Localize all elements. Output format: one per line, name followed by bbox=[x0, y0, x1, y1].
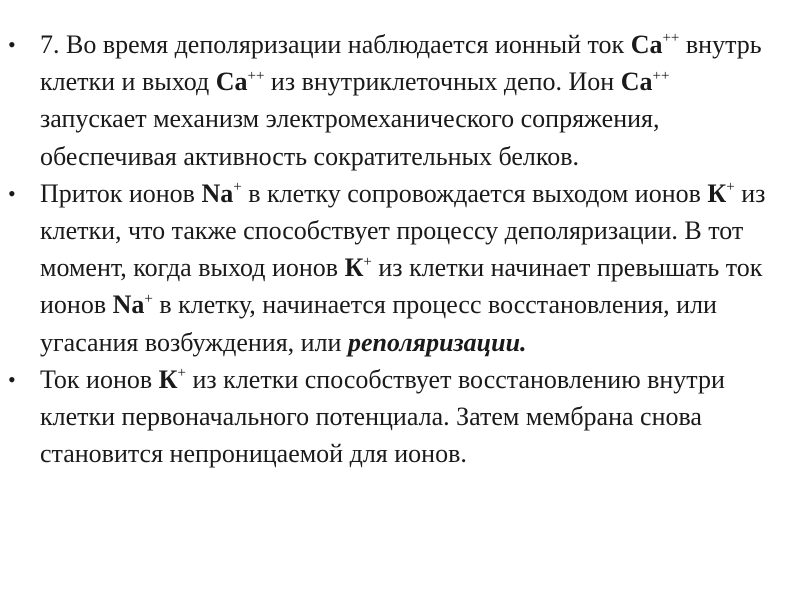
bullet-icon: • bbox=[8, 366, 16, 392]
ion-charge: ++ bbox=[247, 67, 265, 84]
ion-symbol: К bbox=[344, 253, 364, 283]
ion-symbol: Ca bbox=[215, 67, 248, 97]
text-normal: из внутриклеточных депо. Ион bbox=[264, 67, 621, 97]
ion-charge: + bbox=[233, 179, 242, 196]
text-normal: запускает механизм электромеханического сопряжения, обеспечивая активность сократительных белков. bbox=[40, 104, 660, 171]
text-normal: из клетки, что также способствует процессу деполяризации. В тот момент, когда выход ионов bbox=[40, 178, 766, 283]
ion-charge: ++ bbox=[652, 67, 670, 84]
ion-charge: + bbox=[726, 179, 735, 196]
text-normal: в клетку сопровождается выходом ионов bbox=[241, 178, 708, 208]
bullet-item-2 bbox=[8, 175, 778, 361]
text-normal: из клетки начинает превышать ток ионов bbox=[40, 253, 763, 320]
ion-symbol: Na bbox=[201, 178, 234, 208]
ion-symbol: К bbox=[707, 178, 727, 208]
text-normal: 7. Во время деполяризации наблюдается ионный ток bbox=[40, 30, 631, 59]
ion-symbol: Ca bbox=[620, 67, 653, 97]
ion-charge: + bbox=[144, 290, 153, 307]
ion-symbol: К bbox=[158, 364, 178, 394]
text-normal: из клетки способствует восстановлению внутри клетки первоначального потенциала. Затем мембрана снова становится непроницаемой для ионов. bbox=[40, 364, 725, 469]
bullet-icon: • bbox=[8, 180, 16, 206]
bullet-list bbox=[8, 26, 778, 472]
bullet-item-1 bbox=[8, 26, 778, 175]
ion-charge: ++ bbox=[662, 30, 680, 47]
text-normal: Ток ионов bbox=[40, 364, 159, 394]
ion-charge: + bbox=[177, 365, 186, 382]
ion-symbol: Ca bbox=[630, 30, 663, 59]
ion-charge: + bbox=[363, 253, 372, 270]
bullet-item-3 bbox=[8, 361, 778, 473]
emphasis-term: реполяризации. bbox=[347, 327, 527, 357]
bullet-icon: • bbox=[8, 32, 16, 57]
ion-symbol: Na bbox=[112, 290, 145, 320]
text-normal: Приток ионов bbox=[40, 178, 202, 208]
text-normal: в клетку, начинается процесс восстановления, или угасания возбуждения, или bbox=[40, 290, 717, 357]
text-normal: внутрь клетки и выход bbox=[40, 30, 762, 97]
